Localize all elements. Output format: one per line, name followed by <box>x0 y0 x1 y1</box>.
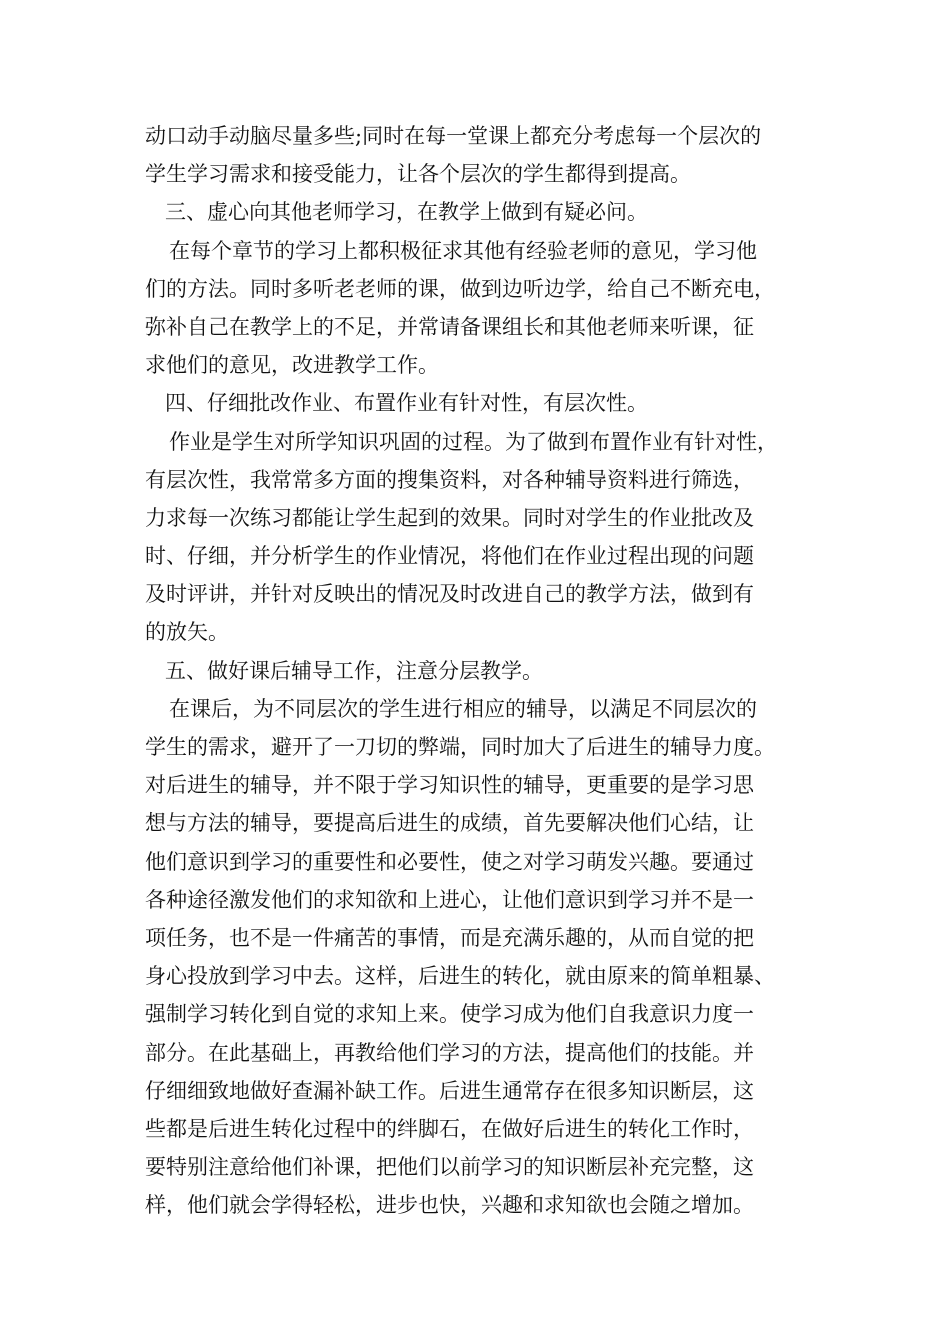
text-line: 时、仔细，并分析学生的作业情况，将他们在作业过程出现的问题 <box>145 544 754 569</box>
text-line: 项任务，也不是一件痛苦的事情，而是充满乐趣的，从而自觉的把 <box>145 925 754 950</box>
text-line: 身心投放到学习中去。这样，后进生的转化，就由原来的简单粗暴、 <box>145 964 775 989</box>
text-line: 学生的需求，避开了一刀切的弊端，同时加大了后进生的辅导力度。 <box>145 735 775 759</box>
text-line: 求他们的意见，改进教学工作。 <box>145 353 439 378</box>
section-heading: 五、做好课后辅导工作，注意分层教学。 <box>165 658 543 683</box>
text-line: 些都是后进生转化过程中的绊脚石，在做好后进生的转化工作时， <box>145 1116 754 1141</box>
text-line: 他们意识到学习的重要性和必要性，使之对学习萌发兴趣。要通过 <box>145 849 754 874</box>
text-line: 有层次性，我常常多方面的搜集资料，对各种辅导资料进行筛选， <box>145 467 754 492</box>
text-line: 动口动手动脑尽量多些;同时在每一堂课上都充分考虑每一个层次的 <box>145 124 762 148</box>
section-heading: 三、虚心向其他老师学习，在教学上做到有疑必问。 <box>165 200 648 225</box>
text-line: 强制学习转化到自觉的求知上来。使学习成为他们自我意识力度一 <box>145 1002 754 1027</box>
text-line: 们的方法。同时多听老老师的课，做到边听边学，给自己不断充电， <box>145 276 775 301</box>
text-line: 在课后，为不同层次的学生进行相应的辅导，以满足不同层次的 <box>169 696 757 721</box>
text-line: 学生学习需求和接受能力，让各个层次的学生都得到提高。 <box>145 162 691 187</box>
text-line: 各种途径激发他们的求知欲和上进心，让他们意识到学习并不是一 <box>145 887 754 912</box>
text-line: 在每个章节的学习上都积极征求其他有经验老师的意见，学习他 <box>169 238 757 263</box>
text-line: 样，他们就会学得轻松，进步也快，兴趣和求知欲也会随之增加。 <box>145 1193 754 1218</box>
text-line: 及时评讲，并针对反映出的情况及时改进自己的教学方法，做到有 <box>145 582 754 607</box>
text-line: 要特别注意给他们补课，把他们以前学习的知识断层补充完整，这 <box>145 1155 754 1180</box>
section-heading: 四、仔细批改作业、布置作业有针对性，有层次性。 <box>165 391 648 416</box>
text-line: 想与方法的辅导，要提高后进生的成绩，首先要解决他们心结，让 <box>145 811 754 836</box>
text-line: 力求每一次练习都能让学生起到的效果。同时对学生的作业批改及 <box>145 505 754 530</box>
text-line: 作业是学生对所学知识巩固的过程。为了做到布置作业有针对性， <box>169 429 778 454</box>
text-line: 对后进生的辅导，并不限于学习知识性的辅导，更重要的是学习思 <box>145 773 754 798</box>
text-line: 的放矢。 <box>145 620 229 645</box>
body-text <box>145 117 835 1224</box>
text-line: 弥补自己在教学上的不足，并常请备课组长和其他老师来听课，征 <box>145 314 754 339</box>
text-line: 部分。在此基础上，再教给他们学习的方法，提高他们的技能。并 <box>145 1040 754 1065</box>
text-line: 仔细细致地做好查漏补缺工作。后进生通常存在很多知识断层，这 <box>145 1078 754 1103</box>
